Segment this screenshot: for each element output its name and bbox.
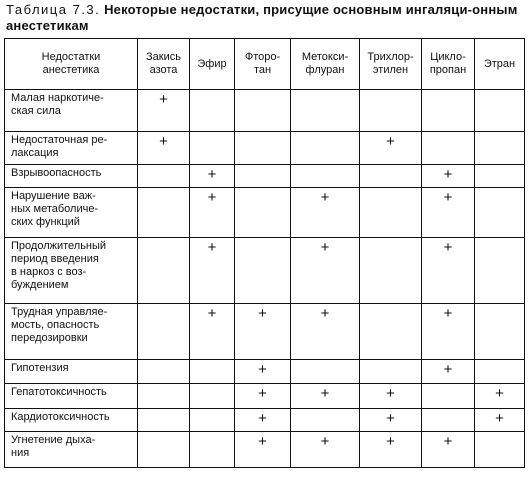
anesthetics-table xyxy=(4,38,525,468)
mark-cell xyxy=(360,304,422,360)
mark-cell: + xyxy=(360,409,422,432)
mark-cell: + xyxy=(235,432,291,468)
mark-cell xyxy=(291,360,360,384)
mark-cell: + xyxy=(190,165,235,188)
row-label: Гепатотоксичность xyxy=(5,384,138,409)
mark-cell xyxy=(475,165,525,188)
table-row xyxy=(5,238,525,304)
column-header: Трихлор- этилен xyxy=(360,39,422,90)
mark-cell xyxy=(138,238,190,304)
mark-cell xyxy=(138,304,190,360)
table-row xyxy=(5,304,525,360)
mark-cell: + xyxy=(235,360,291,384)
column-header: Закись азота xyxy=(138,39,190,90)
mark-cell: + xyxy=(422,360,475,384)
mark-cell xyxy=(235,165,291,188)
mark-cell xyxy=(138,409,190,432)
mark-cell xyxy=(138,165,190,188)
column-header: Цикло- пропан xyxy=(422,39,475,90)
mark-cell: + xyxy=(235,409,291,432)
mark-cell xyxy=(475,132,525,165)
table-row xyxy=(5,90,525,132)
mark-cell: + xyxy=(291,384,360,409)
mark-cell xyxy=(291,165,360,188)
mark-cell: + xyxy=(422,165,475,188)
mark-cell: + xyxy=(138,90,190,132)
mark-cell: + xyxy=(475,384,525,409)
mark-cell xyxy=(360,90,422,132)
table-title: Некоторые недостатки, присущие основным ингаляци-онным анестетикам xyxy=(6,2,518,33)
mark-cell: + xyxy=(291,432,360,468)
mark-cell xyxy=(475,304,525,360)
mark-cell: + xyxy=(422,304,475,360)
header-row xyxy=(5,39,525,90)
mark-cell: + xyxy=(138,132,190,165)
mark-cell xyxy=(190,432,235,468)
mark-cell xyxy=(235,188,291,238)
mark-cell xyxy=(138,384,190,409)
mark-cell xyxy=(138,432,190,468)
row-label: Кардиотоксичность xyxy=(5,409,138,432)
table-caption xyxy=(6,2,521,34)
mark-cell: + xyxy=(360,132,422,165)
mark-cell xyxy=(190,384,235,409)
mark-cell xyxy=(190,360,235,384)
mark-cell xyxy=(422,90,475,132)
mark-cell xyxy=(235,132,291,165)
table-row xyxy=(5,165,525,188)
row-label: Нарушение важ- ных метаболиче- ских функций xyxy=(5,188,138,238)
mark-cell: + xyxy=(422,432,475,468)
mark-cell xyxy=(475,238,525,304)
row-label: Взрывоопасность xyxy=(5,165,138,188)
mark-cell xyxy=(475,360,525,384)
row-label: Недостаточная ре- лаксация xyxy=(5,132,138,165)
row-label: Трудная управляе- мость, опасность передозировки xyxy=(5,304,138,360)
mark-cell xyxy=(360,238,422,304)
mark-cell xyxy=(291,132,360,165)
row-label: Гипотензия xyxy=(5,360,138,384)
mark-cell xyxy=(360,188,422,238)
mark-cell: + xyxy=(291,238,360,304)
mark-cell xyxy=(475,90,525,132)
mark-cell xyxy=(422,384,475,409)
row-label: Малая наркотиче- ская сила xyxy=(5,90,138,132)
mark-cell: + xyxy=(235,304,291,360)
mark-cell xyxy=(475,432,525,468)
mark-cell: + xyxy=(190,188,235,238)
mark-cell xyxy=(235,238,291,304)
mark-cell xyxy=(138,188,190,238)
mark-cell xyxy=(138,360,190,384)
table-row xyxy=(5,432,525,468)
table-row xyxy=(5,360,525,384)
mark-cell: + xyxy=(190,304,235,360)
mark-cell xyxy=(235,90,291,132)
table-row xyxy=(5,132,525,165)
mark-cell xyxy=(190,409,235,432)
mark-cell xyxy=(475,188,525,238)
mark-cell: + xyxy=(235,384,291,409)
mark-cell: + xyxy=(291,188,360,238)
table-row xyxy=(5,188,525,238)
mark-cell xyxy=(291,409,360,432)
mark-cell: + xyxy=(360,384,422,409)
row-label: Продолжительный период введения в наркоз с воз- буждением xyxy=(5,238,138,304)
mark-cell xyxy=(422,409,475,432)
column-header: Эфир xyxy=(190,39,235,90)
mark-cell xyxy=(291,90,360,132)
mark-cell: + xyxy=(422,238,475,304)
row-label: Угнетение дыха- ния xyxy=(5,432,138,468)
mark-cell: + xyxy=(422,188,475,238)
table-row xyxy=(5,384,525,409)
mark-cell: + xyxy=(360,432,422,468)
column-header: Этран xyxy=(475,39,525,90)
mark-cell: + xyxy=(475,409,525,432)
mark-cell: + xyxy=(291,304,360,360)
mark-cell xyxy=(360,165,422,188)
table-number: Таблица 7.3. xyxy=(6,2,101,17)
table-row xyxy=(5,409,525,432)
column-header: Фторо- тан xyxy=(235,39,291,90)
mark-cell xyxy=(360,360,422,384)
mark-cell xyxy=(190,132,235,165)
mark-cell xyxy=(190,90,235,132)
column-header: Недостатки анестетика xyxy=(5,39,138,90)
mark-cell: + xyxy=(190,238,235,304)
column-header: Метокси- флуран xyxy=(291,39,360,90)
mark-cell xyxy=(422,132,475,165)
